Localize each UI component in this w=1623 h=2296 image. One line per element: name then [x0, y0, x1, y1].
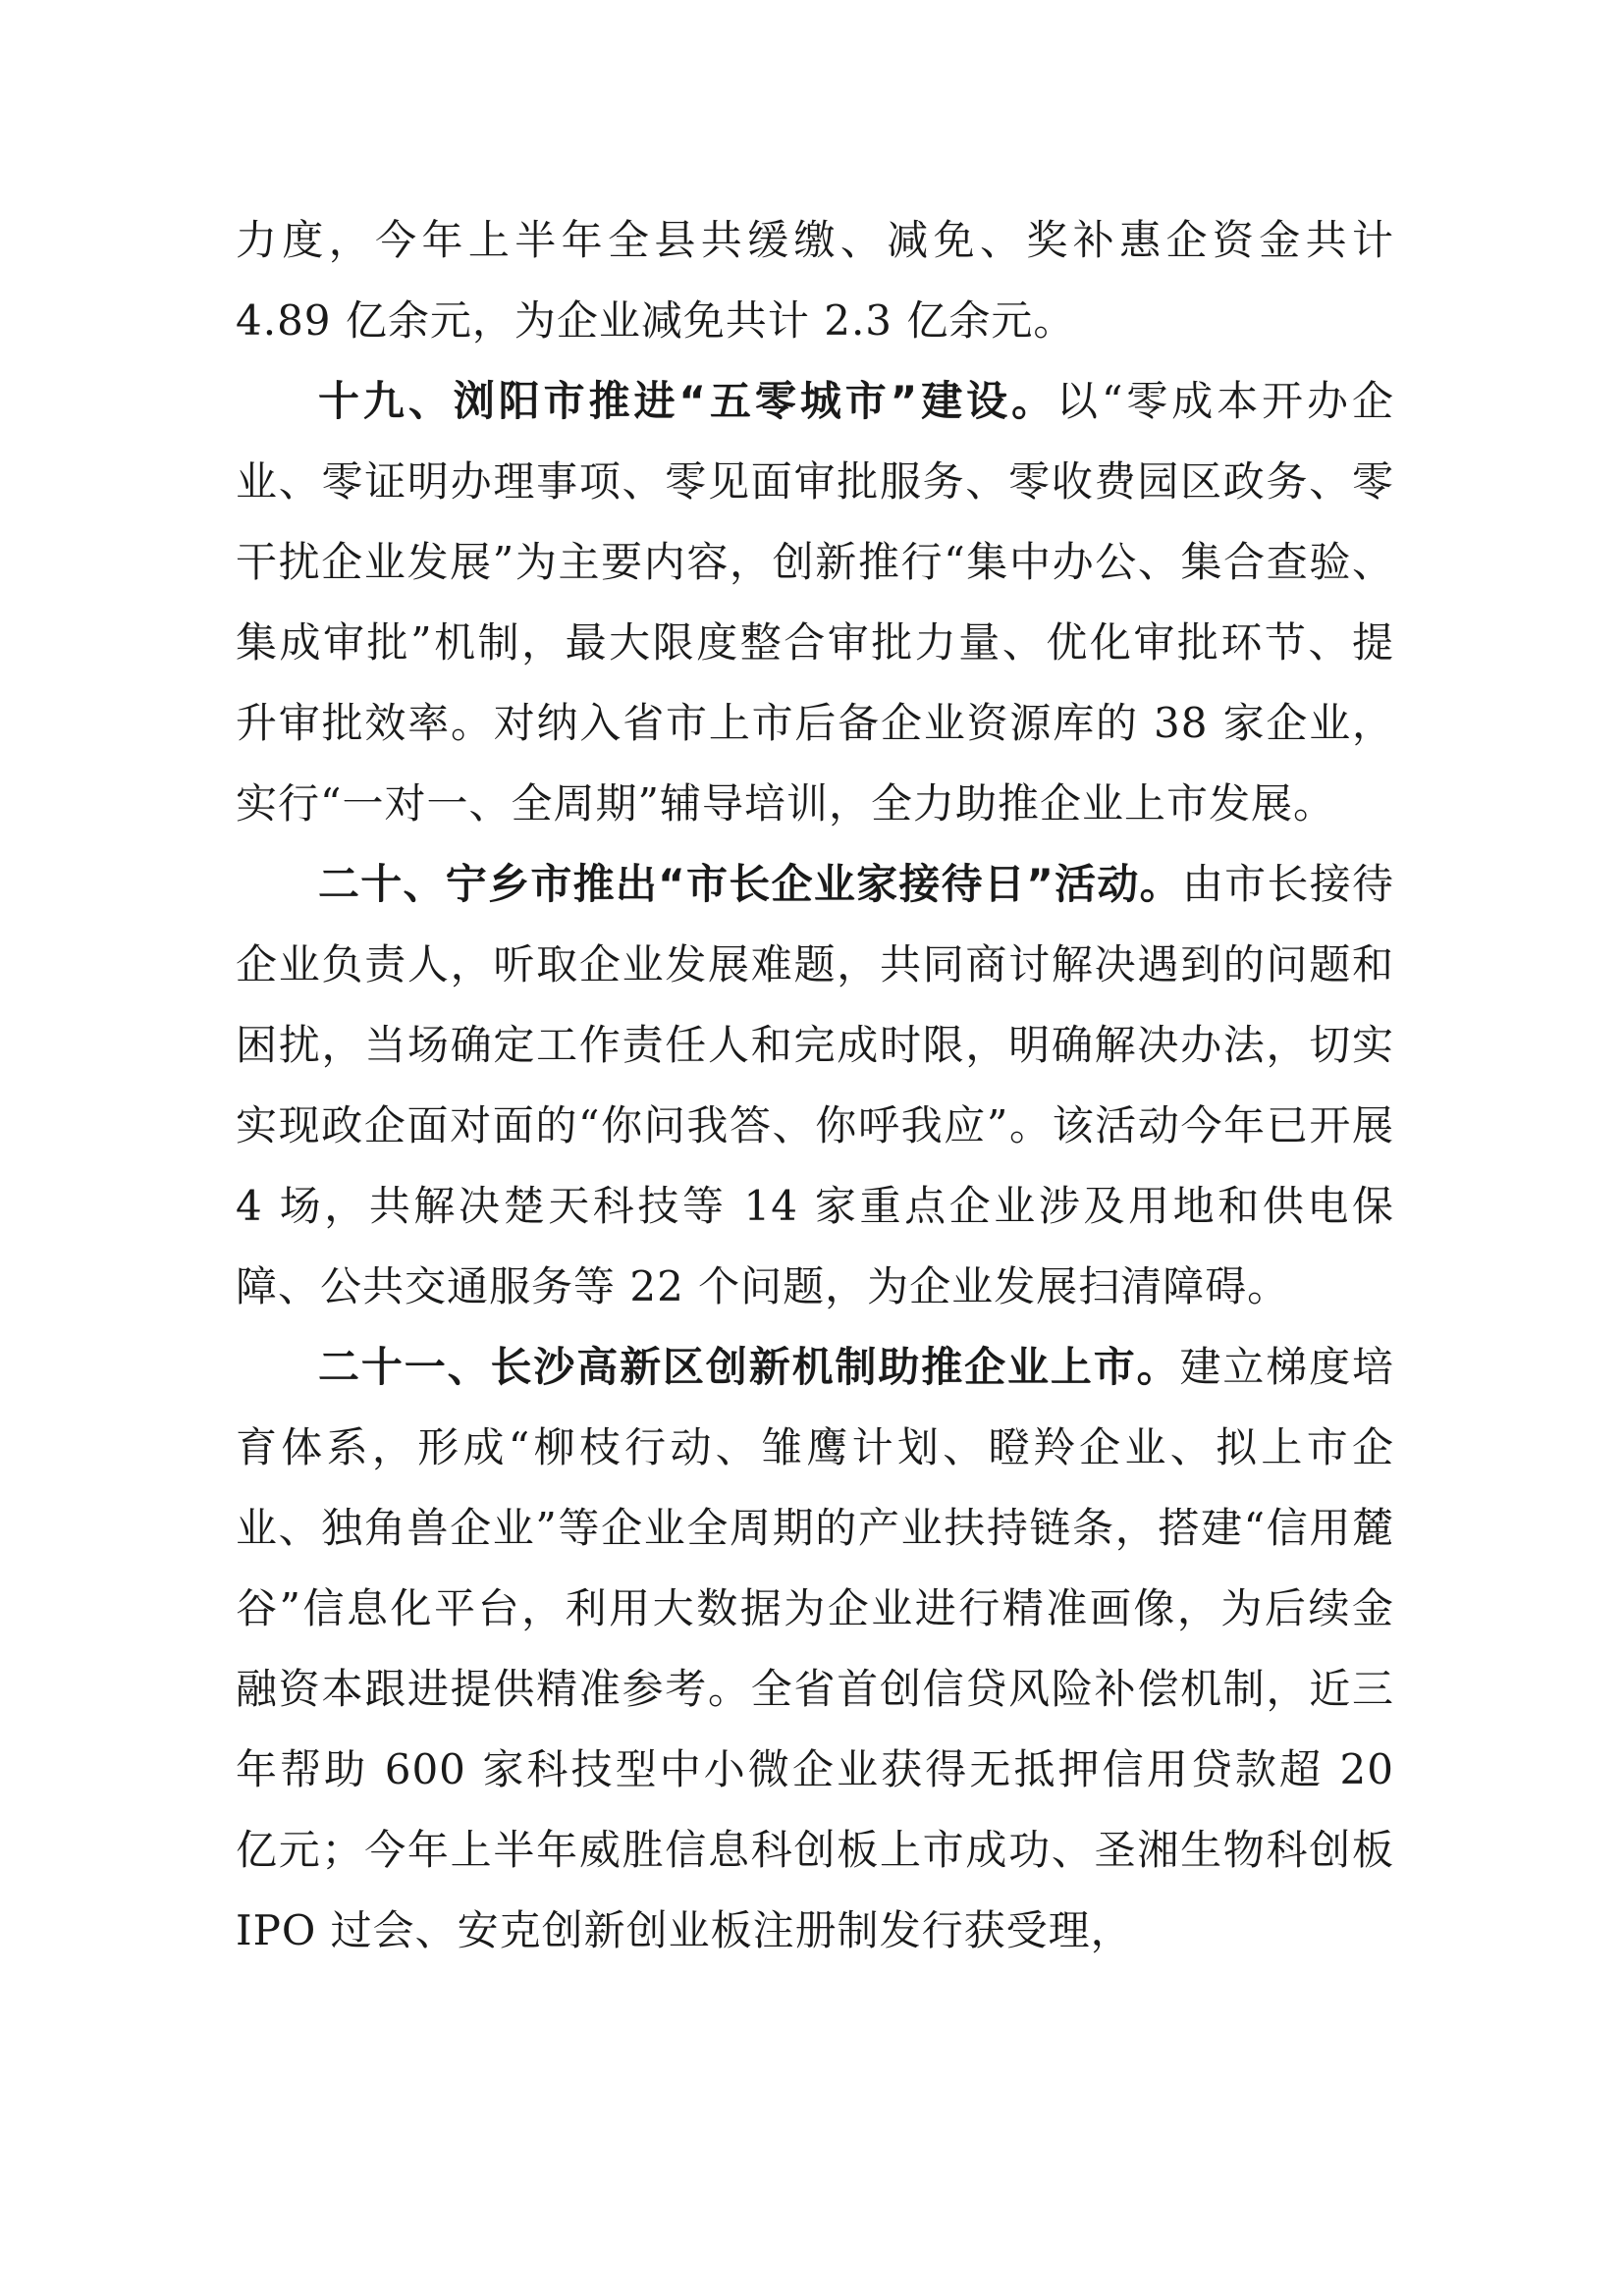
document-page [236, 200, 1394, 1971]
paragraph-heading: 十九、浏阳市推进“五零城市”建设。 [318, 377, 1057, 425]
paragraph-text: 力度，今年上半年全县共缓缴、减免、奖补惠企资金共计 4.89 亿余元，为企业减免共计 2.3 亿余元。 [236, 216, 1394, 345]
paragraph-text: 以“零成本开办企业、零证明办理事项、零见面审批服务、零收费园区政务、零干扰企业发展”为主要内容，创新推行“集中办公、集合查验、集成审批”机制，最大限度整合审批力量、优化审批环节、提升审批效率。对纳入省市上市后备企业资源库的 38 家企业，实行“一对一、全周期”辅导培训，全力助推企业上市发展。 [236, 377, 1394, 828]
paragraph-heading: 二十、宁乡市推出“市长企业家接待日”活动。 [318, 860, 1182, 908]
paragraph-item-21 [236, 1327, 1394, 1971]
paragraph-text: 由市长接待企业负责人，听取企业发展难题，共同商讨解决遇到的问题和困扰，当场确定工作责任人和完成时限，明确解决办法，切实实现政企面对面的“你问我答、你呼我应”。该活动今年已开展 4 场，共解决楚天科技等 14 家重点企业涉及用地和供电保障、公共交通服务等 22 个问题，为企业发展扫清障碍。 [236, 860, 1394, 1310]
paragraph-heading: 二十一、长沙高新区创新机制助推企业上市。 [318, 1343, 1180, 1391]
paragraph-item-19 [236, 361, 1394, 844]
paragraph-continuation [236, 200, 1394, 361]
paragraph-text: 建立梯度培育体系，形成“柳枝行动、雏鹰计划、瞪羚企业、拟上市企业、独角兽企业”等企业全周期的产业扶持链条，搭建“信用麓谷”信息化平台，利用大数据为企业进行精准画像，为后续金融资本跟进提供精准参考。全省首创信贷风险补偿机制，近三年帮助 600 家科技型中小微企业获得无抵押信用贷款超 20 亿元；今年上半年威胜信息科创板上市成功、圣湘生物科创板 IPO 过会、安克创新创业板注册制发行获受理， [236, 1343, 1394, 1954]
paragraph-item-20 [236, 844, 1394, 1327]
